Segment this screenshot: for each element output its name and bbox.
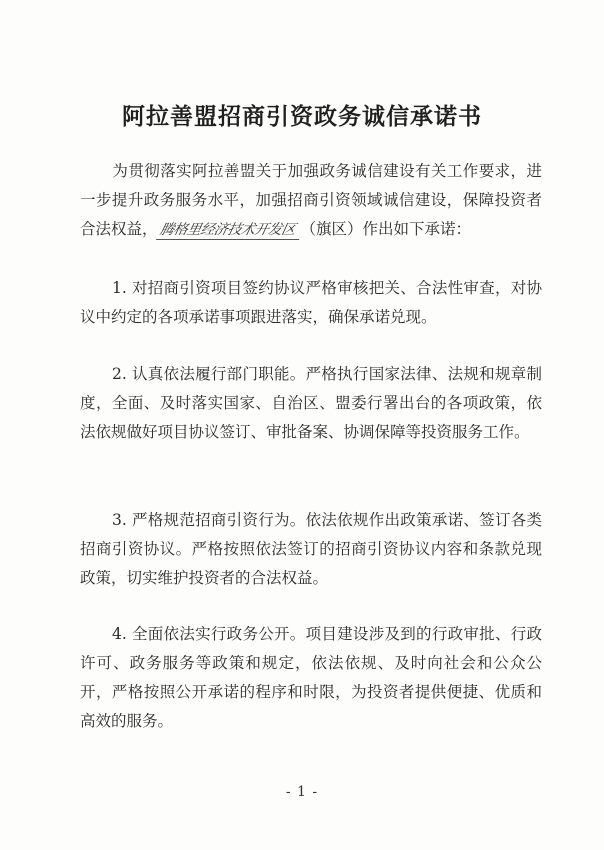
commitment-text-3: 3. 严格规范招商引资行为。依法依规作出政策承诺、签订各类招商引资协议。严格按照依法签订的招商引资协议内容和条款兑现政策，切实维护投资者的合法权益。 (80, 511, 542, 587)
handwritten-unit-name: 腾格里经济技术开发区 (155, 221, 302, 240)
commitment-text-1: 1. 对招商引资项目签约协议严格审核把关、合法性审查，对协议中约定的各项承诺事项跟进落实，确保承诺兑现。 (80, 279, 542, 326)
document-title: 阿拉善盟招商引资政务诚信承诺书 (122, 103, 482, 130)
page-number: - 1 - (285, 784, 319, 800)
commitment-item-1 (80, 274, 542, 332)
intro-text-after: （旗区）作出如下承诺： (300, 220, 472, 238)
commitment-text-2: 2. 认真依法履行部门职能。严格执行国家法律、法规和规章制度，全面、及时落实国家、自治区、盟委行署出台的各项政策，依法依规做好项目协议签订、审批备案、协调保障等投资服务工作。 (80, 365, 542, 441)
commitment-item-4 (80, 620, 542, 736)
commitment-item-2 (80, 360, 542, 447)
commitment-text-4: 4. 全面依法实行政务公开。项目建设涉及到的行政审批、行政许可、政务服务等政策和规定，依法依规、及时向社会和公众公开，严格按照公开承诺的程序和时限，为投资者提供便捷、优质和高效的服务。 (80, 625, 542, 730)
intro-text-before: 为贯彻落实阿拉善盟关于加强政务诚信建设有关工作要求，进一步提升政务服务水平，加强招商引资领域诚信建设，保障投资者合法权益， (80, 162, 542, 238)
commitment-item-3 (80, 506, 542, 593)
intro-paragraph (80, 157, 542, 244)
